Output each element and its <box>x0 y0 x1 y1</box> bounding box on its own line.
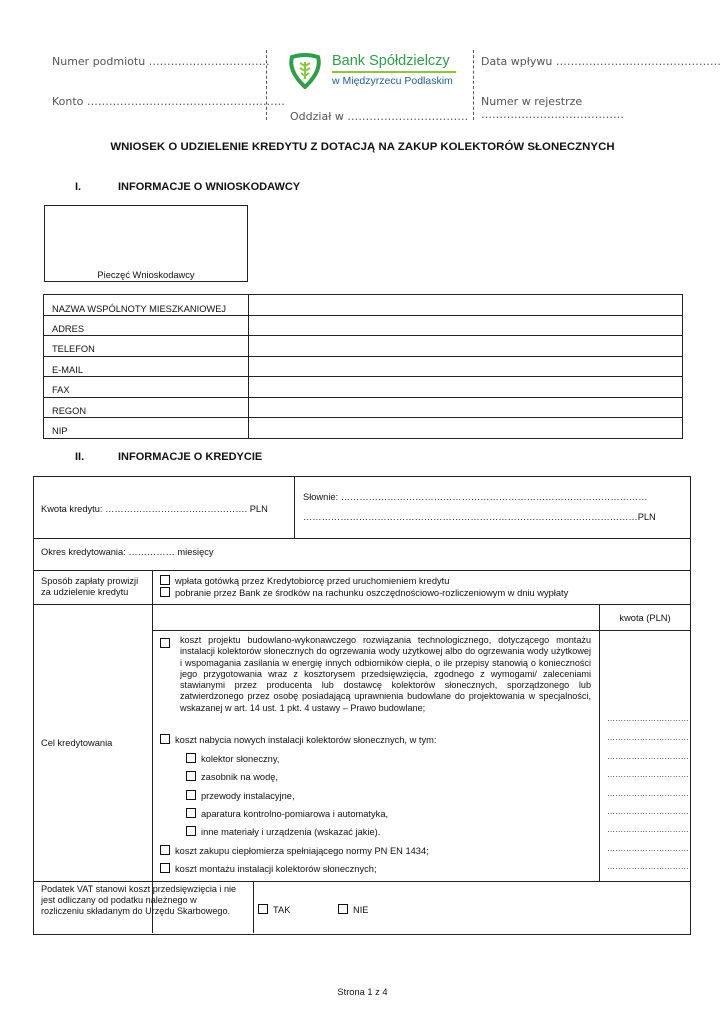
prowizja-option-pobranie[interactable] <box>160 587 568 598</box>
applicant-row-label-nip: NIP <box>52 426 68 436</box>
col-divider <box>294 477 295 538</box>
kwota-column-header: kwota (PLN) <box>619 613 671 623</box>
vat-option-tak[interactable] <box>258 904 290 915</box>
checkbox-montaz[interactable] <box>160 863 170 873</box>
checkbox-koszt-nabycia[interactable] <box>160 734 170 744</box>
checkbox-kolektor[interactable] <box>186 753 196 763</box>
row-separator <box>34 604 690 605</box>
stamp-box[interactable] <box>44 205 248 282</box>
applicant-row-label-fax: FAX <box>52 385 70 395</box>
applicant-row-label-adres: ADRES <box>52 324 85 334</box>
amount-field-inne[interactable]: ………………………… <box>607 825 689 834</box>
checkbox-koszt-projektu[interactable] <box>160 638 170 648</box>
col-divider <box>152 570 153 933</box>
applicant-input-regon[interactable] <box>249 398 682 417</box>
vat-label: Podatek VAT stanowi koszt przedsięwzięcia i nie jest odliczany od podatku należnego w rozliczeniu składanym do Urzędu Skarbowego. <box>41 884 237 917</box>
stamp-label: Pieczęć Wnioskodawcy <box>97 270 195 280</box>
slownie-field-cont[interactable]: ………………………………………………………………………………………………PLN <box>303 512 656 522</box>
row-separator <box>34 570 690 571</box>
applicant-input-nazwa[interactable] <box>249 295 682 315</box>
cel-sub-zasobnik[interactable] <box>186 771 278 782</box>
prowizja-option-pobranie-label: pobranie przez Bank ze środków na rachunku oszczędnościowo-rozliczeniowym w dniu wypłaty <box>175 588 569 598</box>
page-number: Strona 1 z 4 <box>337 987 388 997</box>
cel-item-koszt-projektu: koszt projektu budowlano-wykonawczego rozwiązania technologicznego, dotyczącego montażu instalacji kolektorów słonecznych do ogrzewania wody użytkowej albo do ogrzewania wody użytkowej i wspomagania zasilania w energię innych odbiorników ciepła, o ile przepisy stanowią o konieczności jego przygotowania wraz z kosztorysem przedsięwzięcia, zgodnego z wymogami/ zaleceniami stawianymi przez producenta lub dostawcę kolektorów słonecznych, sporządzonego lub zatwierdzonego przez osobę posiadającą uprawnienia budowlane do projektowania w specjalności, wskazanej w art. 14 ust. 1 pkt. 4 ustawy – Prawo budowlane; <box>180 635 591 713</box>
amount-field-cieplomierz[interactable]: ………………………… <box>607 844 689 853</box>
cel-item-cieplomierz-label: koszt zakupu ciepłomierza spełniającego normy PN EN 1434; <box>175 846 429 856</box>
checkbox-cieplomierz[interactable] <box>160 845 170 855</box>
col-divider <box>253 881 254 933</box>
applicant-table <box>43 294 683 439</box>
cel-item-cieplomierz[interactable] <box>160 845 429 856</box>
prowizja-option-gotowka-label: wpłata gotówką przez Kredytobiorcę przed uruchomieniem kredytu <box>175 576 450 586</box>
cel-sub-kolektor-label: kolektor słoneczny, <box>201 754 280 764</box>
credit-table <box>33 476 691 935</box>
cel-sub-kolektor[interactable] <box>186 753 279 764</box>
checkbox-aparatura[interactable] <box>186 808 196 818</box>
applicant-row-label-nazwa: NAZWA WSPÓLNOTY MIESZKANIOWEJ <box>52 304 227 314</box>
checkbox-przewody[interactable] <box>186 790 196 800</box>
cel-sub-przewody[interactable] <box>186 790 295 801</box>
bank-city: w Międzyrzecu Podlaskim <box>332 75 453 87</box>
section1-heading: INFORMACJE O WNIOSKODAWCY <box>118 181 301 193</box>
applicant-input-telefon[interactable] <box>249 336 682 356</box>
cel-sub-aparatura[interactable] <box>186 808 388 819</box>
applicant-row-label-email: E-MAIL <box>52 365 83 375</box>
header-divider-left <box>266 50 267 120</box>
amount-field-projekt[interactable]: ………………………… <box>607 714 689 723</box>
amount-field-nabycie[interactable]: ………………………… <box>607 733 689 742</box>
checkbox-gotowka[interactable] <box>160 575 170 585</box>
row-separator <box>34 538 690 539</box>
data-wplywu-field[interactable]: Data wpływu ……………………………………… <box>481 55 721 68</box>
bank-logo-rule <box>332 71 456 73</box>
applicant-input-fax[interactable] <box>249 377 682 397</box>
amount-field-aparatura[interactable]: ………………………… <box>607 807 689 816</box>
col-divider <box>599 604 600 881</box>
prowizja-option-gotowka[interactable] <box>160 575 449 586</box>
bank-logo-icon <box>286 53 324 89</box>
checkbox-vat-tak[interactable] <box>258 904 268 914</box>
amount-field-kolektor[interactable]: ………………………… <box>607 752 689 761</box>
section2-heading: INFORMACJE O KREDYCIE <box>118 451 263 463</box>
cel-sub-przewody-label: przewody instalacyjne, <box>201 791 295 801</box>
cel-kredytowania-label: Cel kredytowania <box>41 738 113 748</box>
konto-field[interactable]: Konto ……………………………………………… <box>52 95 285 108</box>
cel-sub-aparatura-label: aparatura kontrolno-pomiarowa i automatyka, <box>201 809 389 819</box>
checkbox-inne[interactable] <box>186 826 196 836</box>
amount-field-przewody[interactable]: ………………………… <box>607 789 689 798</box>
oddzial-field[interactable]: Oddział w …………………………… <box>290 110 469 123</box>
kwota-kredytu-field[interactable]: Kwota kredytu: ………………………………………. PLN <box>41 504 268 514</box>
prowizja-label: Sposób zapłaty prowizji za udzielenie kredytu <box>41 576 139 597</box>
checkbox-vat-nie[interactable] <box>338 904 348 914</box>
section2-number: II. <box>75 451 85 463</box>
vat-option-nie[interactable] <box>338 904 369 915</box>
numer-w-rejestrze-field[interactable]: Numer w rejestrze ………………………………… <box>481 95 624 121</box>
applicant-input-nip[interactable] <box>249 418 682 438</box>
okres-kredytowania-field[interactable]: Okres kredytowania: …………… miesięcy <box>41 547 214 557</box>
bank-logo <box>286 53 466 95</box>
cel-item-montaz[interactable] <box>160 863 377 874</box>
cel-item-koszt-nabycia[interactable] <box>160 734 436 745</box>
row-separator <box>34 881 690 882</box>
cel-sub-zasobnik-label: zasobnik na wodę, <box>201 772 279 782</box>
slownie-field[interactable]: Słownie: ……………………………………………………………………………………… <box>303 492 648 502</box>
header-divider-right <box>473 50 474 120</box>
vat-option-nie-label: NIE <box>353 905 369 915</box>
applicant-row-label-telefon: TELEFON <box>52 344 95 354</box>
applicant-input-adres[interactable] <box>249 316 682 335</box>
row-separator <box>152 630 690 631</box>
amount-field-zasobnik[interactable]: ………………………… <box>607 770 689 779</box>
amount-field-montaz[interactable]: ………………………… <box>607 862 689 871</box>
checkbox-zasobnik[interactable] <box>186 771 196 781</box>
cel-sub-inne-label: inne materiały i urządzenia (wskazać jakie). <box>201 827 381 837</box>
section1-number: I. <box>75 181 82 193</box>
vat-option-tak-label: TAK <box>273 905 291 915</box>
applicant-input-email[interactable] <box>249 357 682 376</box>
cel-sub-inne[interactable] <box>186 826 380 837</box>
page-title: WNIOSEK O UDZIELENIE KREDYTU Z DOTACJĄ NA ZAKUP KOLEKTORÓW SŁONECZNYCH <box>110 141 615 153</box>
cel-item-koszt-nabycia-label: koszt nabycia nowych instalacji kolektorów słonecznych, w tym: <box>175 735 437 745</box>
numer-podmiotu-field[interactable]: Numer podmiotu …………………………… <box>52 55 270 68</box>
cel-item-montaz-label: koszt montażu instalacji kolektorów słonecznych; <box>175 864 377 874</box>
applicant-row-label-regon: REGON <box>52 406 87 416</box>
bank-name: Bank Spółdzielczy <box>332 53 450 69</box>
checkbox-pobranie[interactable] <box>160 587 170 597</box>
